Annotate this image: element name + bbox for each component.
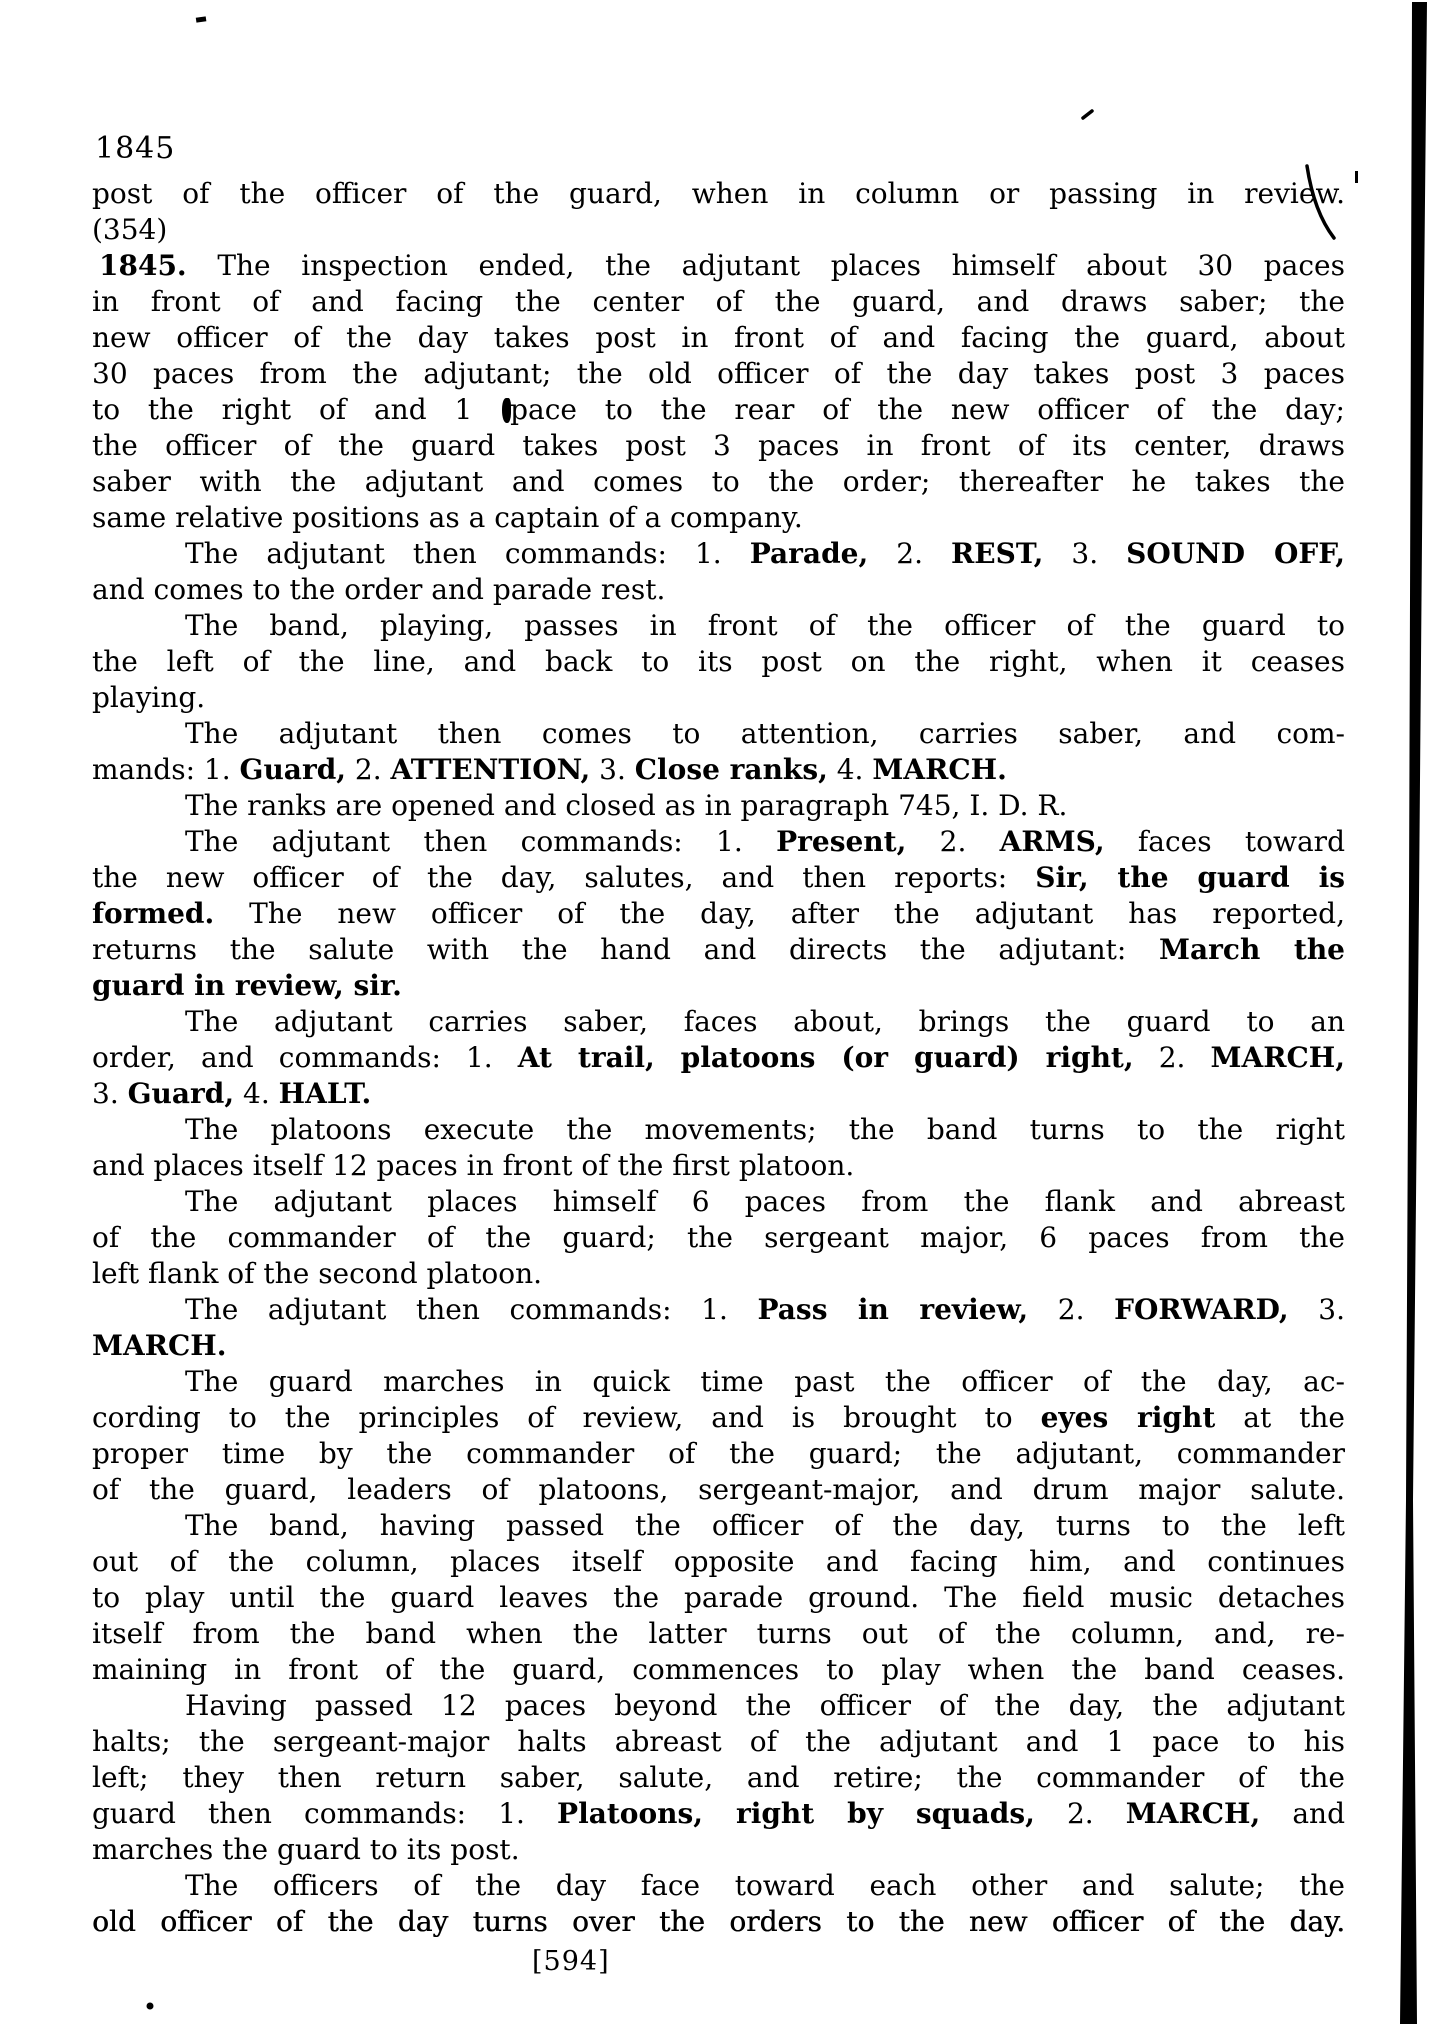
text-line: The adjutant then commands: 1. Parade, 2. REST, 3. SOUND OFF,	[185, 537, 1346, 570]
text-line: The adjutant then commands: 1. Pass in review, 2. FORWARD, 3.	[185, 1293, 1345, 1326]
text-line: of the guard, leaders of platoons, sergeant-major, and drum major salute.	[92, 1473, 1345, 1506]
text-line: mands: 1. Guard, 2. ATTENTION, 3. Close ranks, 4. MARCH.	[92, 753, 1007, 786]
text-line: old officer of the day turns over the orders to the new officer of the day.	[92, 1905, 1345, 1938]
text-line: left; they then return saber, salute, and retire; the commander of the	[92, 1761, 1345, 1794]
text-line: order, and commands: 1. At trail, platoons (or guard) right, 2. MARCH,	[92, 1041, 1345, 1074]
speck-top-left	[196, 16, 207, 22]
text-line: same relative positions as a captain of a company.	[92, 501, 803, 534]
text-line: The officers of the day face toward each other and salute; the	[185, 1869, 1345, 1902]
text-line: halts; the sergeant-major halts abreast of the adjutant and 1 pace to his	[92, 1725, 1345, 1758]
scan-edge-bar	[1400, 2, 1427, 2024]
text-line: 3. Guard, 4. HALT.	[92, 1077, 372, 1110]
text-line: 1845. The inspection ended, the adjutant places himself about 30 paces	[99, 249, 1345, 282]
text-line: (354)	[92, 213, 168, 246]
text-line: The adjutant then commands: 1. Present, 2. ARMS, faces toward	[185, 825, 1345, 858]
text-line: returns the salute with the hand and directs the adjutant: March the	[92, 933, 1345, 966]
text-line: 30 paces from the adjutant; the old officer of the day takes post 3 paces	[92, 357, 1345, 390]
text-line: the left of the line, and back to its post on the right, when it ceases	[92, 645, 1345, 678]
text-line: new officer of the day takes post in front of and facing the guard, about	[92, 321, 1345, 354]
page-header-number: 1845	[95, 131, 176, 166]
text-line: formed. The new officer of the day, after the adjutant has reported,	[92, 897, 1345, 930]
text-line: playing.	[92, 681, 206, 714]
text-line: the officer of the guard takes post 3 paces in front of its center, draws	[92, 429, 1345, 462]
text-line: The adjutant carries saber, faces about, brings the guard to an	[185, 1005, 1345, 1038]
text-line: The platoons execute the movements; the band turns to the right	[185, 1113, 1345, 1146]
text-line: and comes to the order and parade rest.	[92, 573, 666, 606]
text-line: The adjutant then comes to attention, carries saber, and com-	[185, 717, 1345, 750]
text-line: maining in front of the guard, commences to play when the band ceases.	[92, 1653, 1345, 1686]
pen-tick-icon	[1355, 171, 1358, 183]
text-line: post of the officer of the guard, when in column or passing in review.	[92, 177, 1345, 210]
text-line: The band, having passed the officer of the day, turns to the left	[185, 1509, 1345, 1542]
text-line: The band, playing, passes in front of the officer of the guard to	[185, 609, 1345, 642]
page-body	[92, 176, 1345, 1940]
text-line: itself from the band when the latter turns out of the column, and, re-	[92, 1617, 1345, 1650]
text-line: to play until the guard leaves the parade ground. The field music detaches	[92, 1581, 1345, 1614]
text-line: marches the guard to its post.	[92, 1833, 520, 1866]
text-line: of the commander of the guard; the sergeant major, 6 paces from the	[92, 1221, 1345, 1254]
text-line: Having passed 12 paces beyond the officer of the day, the adjutant	[185, 1689, 1345, 1722]
text-line: cording to the principles of review, and is brought to eyes right at the	[92, 1401, 1346, 1434]
text-line: and places itself 12 paces in front of the first platoon.	[92, 1149, 855, 1182]
text-line: the new officer of the day, salutes, and then reports: Sir, the guard is	[92, 861, 1346, 894]
text-line: MARCH.	[92, 1329, 227, 1362]
text-line: The adjutant places himself 6 paces from the flank and abreast	[185, 1185, 1345, 1218]
text-line: The ranks are opened and closed as in paragraph 745, I. D. R.	[185, 789, 1068, 822]
text-line: The guard marches in quick time past the officer of the day, ac-	[185, 1365, 1345, 1398]
speck-bottom-left	[147, 2003, 154, 2010]
text-line: in front of and facing the center of the guard, and draws saber; the	[92, 285, 1345, 318]
text-line: out of the column, places itself opposite and facing him, and continues	[92, 1545, 1345, 1578]
speck-top-middle	[1083, 111, 1092, 118]
text-line: proper time by the commander of the guard; the adjutant, commander	[92, 1437, 1345, 1470]
text-line: to the right of and 1 pace to the rear of the new officer of the day;	[92, 393, 1345, 426]
text-line: guard then commands: 1. Platoons, right by squads, 2. MARCH, and	[92, 1797, 1345, 1830]
text-line: saber with the adjutant and comes to the order; thereafter he takes the	[92, 465, 1345, 498]
text-line: left flank of the second platoon.	[92, 1257, 542, 1290]
page-number: [594]	[532, 1946, 610, 1977]
text-line: guard in review, sir.	[92, 969, 402, 1002]
